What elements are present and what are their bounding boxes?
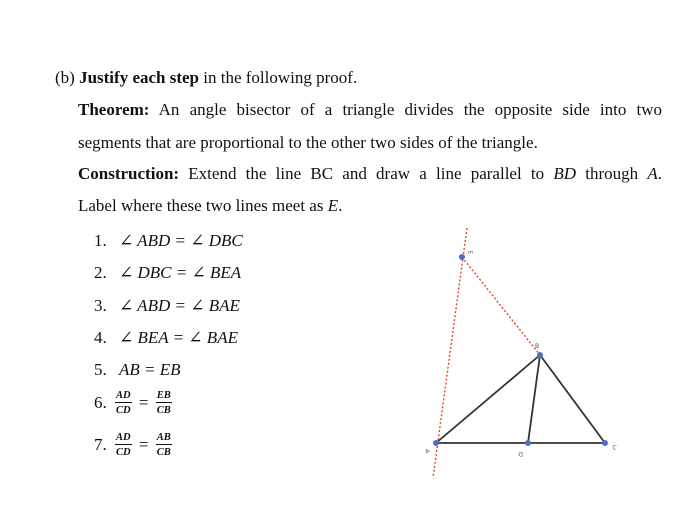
step-statement: ∠ ABD = ∠ BAE bbox=[119, 296, 240, 315]
step-number: 3. bbox=[94, 296, 107, 315]
heading-rest: in the following proof. bbox=[203, 68, 358, 87]
step-number: 6. bbox=[94, 393, 107, 412]
label-C: C bbox=[611, 444, 618, 452]
heading-bold: Justify each step bbox=[79, 68, 200, 87]
construction-text-1d: A bbox=[647, 164, 658, 183]
step-number: 2. bbox=[94, 263, 107, 282]
point-D bbox=[525, 440, 531, 446]
construction-line-1: Construction: Extend the line BC and draw a line parallel to BD through A. bbox=[78, 164, 663, 183]
step-number: 5. bbox=[94, 360, 107, 379]
part-label: (b) bbox=[55, 68, 75, 87]
step-statement: ∠ BEA = ∠ BAE bbox=[119, 328, 238, 347]
construction-line-2: Label where these two lines meet as E. bbox=[78, 196, 343, 215]
step-number: 4. bbox=[94, 328, 107, 347]
step-statement: ∠ ABD = ∠ DBC bbox=[119, 231, 243, 250]
theorem-label: Theorem: bbox=[78, 100, 150, 119]
fraction-denominator: CB bbox=[156, 447, 171, 458]
fraction-denominator: CB bbox=[156, 405, 171, 416]
fraction-numerator: EB bbox=[156, 390, 171, 401]
point-C bbox=[602, 440, 608, 446]
theorem-text-1: An angle bisector of a triangle divides the opposite side into two bbox=[158, 100, 662, 119]
step-number: 7. bbox=[94, 435, 107, 454]
step-statement: AB = EB bbox=[119, 360, 181, 379]
segment-B-D bbox=[528, 355, 540, 443]
fraction-numerator: AD bbox=[116, 390, 131, 401]
fraction-denominator: CD bbox=[116, 405, 131, 416]
point-E bbox=[459, 254, 465, 260]
construction-text-1b: BD bbox=[553, 164, 577, 183]
label-A: A bbox=[423, 447, 432, 456]
construction-text-2a: Label where these two lines meet as bbox=[78, 196, 324, 215]
segment-A-B bbox=[436, 355, 540, 443]
equals-sign: = bbox=[138, 435, 149, 454]
construction-text-1c: through bbox=[585, 164, 639, 183]
point-B bbox=[537, 352, 543, 358]
fraction-numerator: AB bbox=[156, 432, 171, 443]
construction-text-2b: E bbox=[327, 196, 339, 215]
segment-B-C bbox=[540, 355, 605, 443]
label-D: D bbox=[518, 450, 523, 457]
construction-label: Construction: bbox=[78, 164, 180, 183]
theorem-text-2: segments that are proportional to the other two sides of the triangle. bbox=[78, 133, 538, 152]
equals-sign: = bbox=[138, 393, 149, 412]
construction-text-1a: Extend the line BC and draw a line parallel to bbox=[188, 164, 545, 183]
step-statement: ∠ DBC = ∠ BEA bbox=[119, 263, 242, 282]
step-number: 1. bbox=[94, 231, 107, 250]
label-E: E bbox=[466, 250, 474, 256]
point-A bbox=[433, 440, 439, 446]
fraction-denominator: CD bbox=[116, 447, 131, 458]
segment-E-B bbox=[462, 257, 540, 355]
label-B: B bbox=[535, 343, 540, 350]
fraction-numerator: AD bbox=[116, 432, 131, 443]
